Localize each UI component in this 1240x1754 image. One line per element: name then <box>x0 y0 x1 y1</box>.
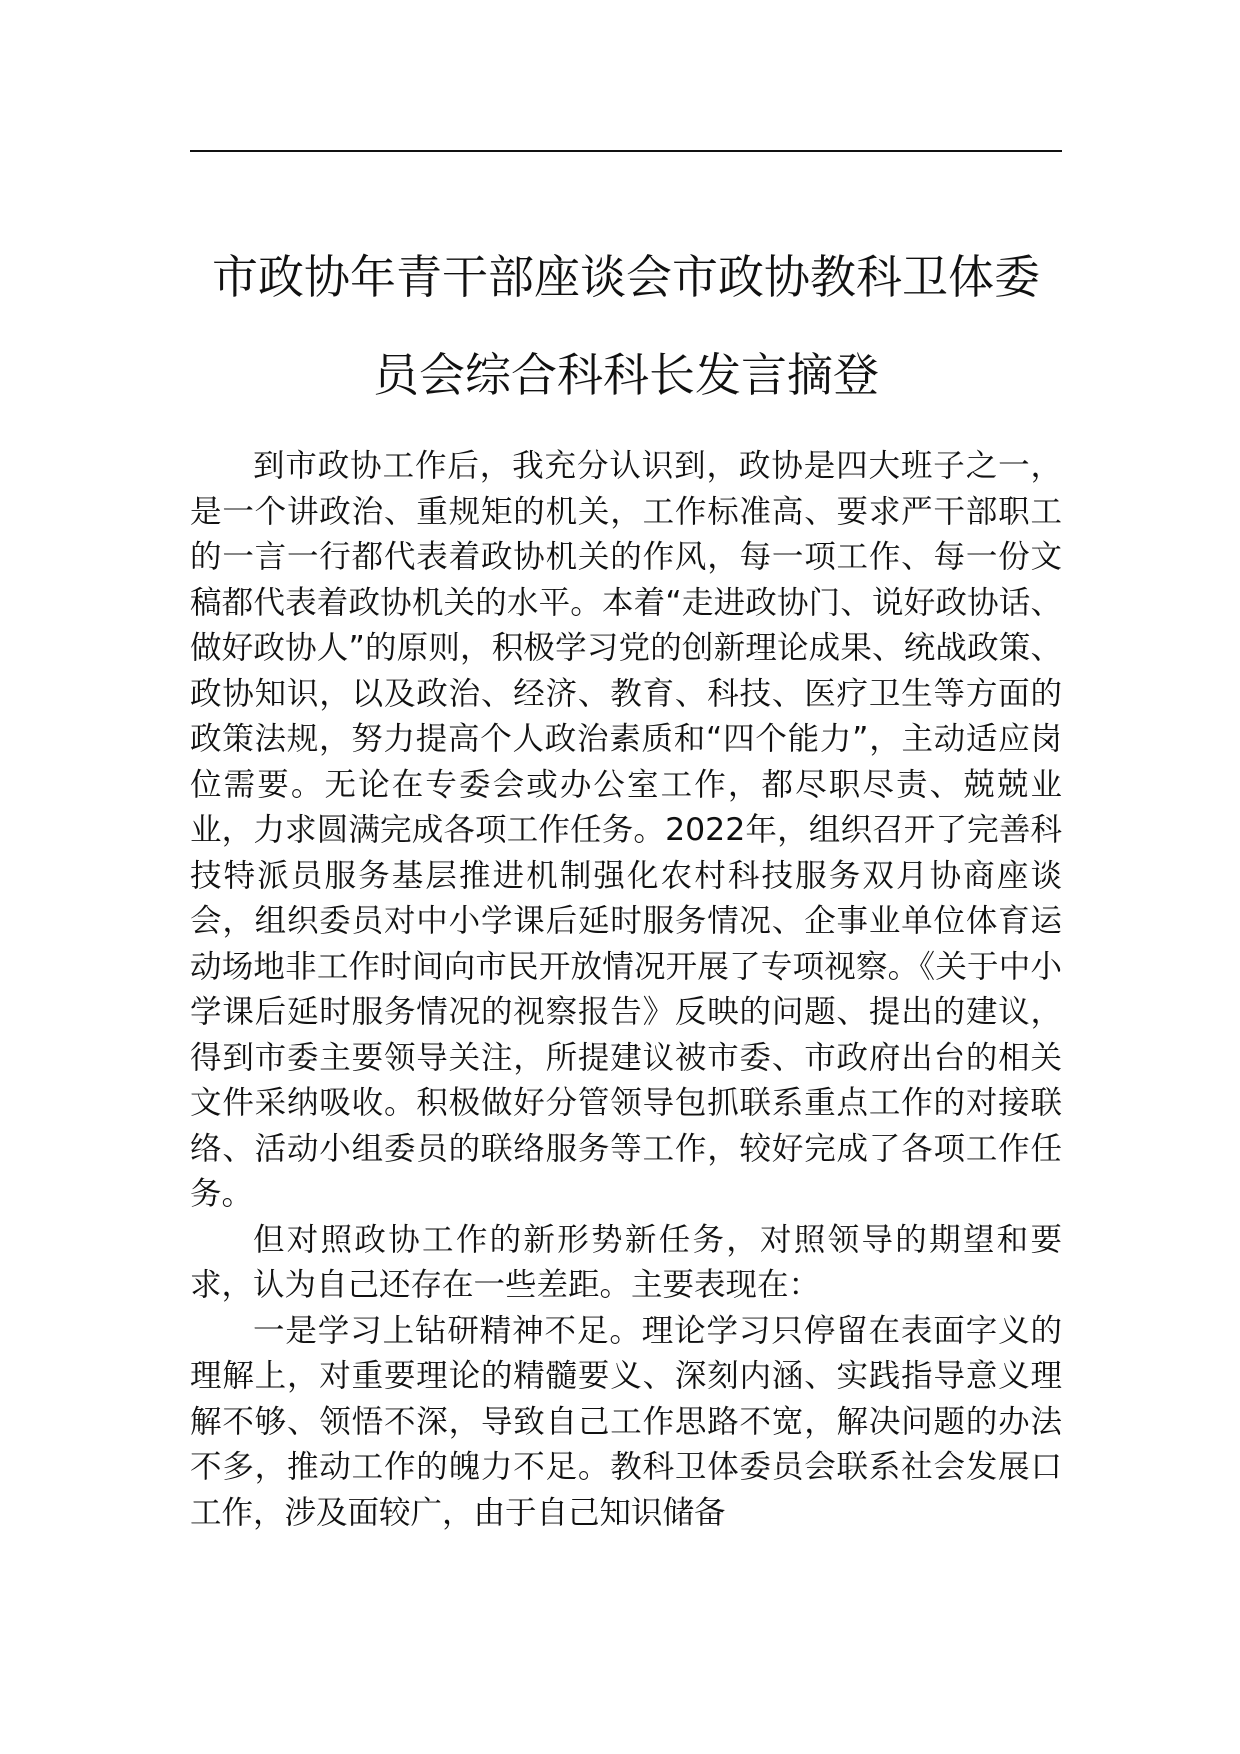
paragraph: 一是学习上钻研精神不足。理论学习只停留在表面字义的理解上，对重要理论的精髓要义、深刻内涵、实践指导意义理解不够、领悟不深，导致自己工作思路不宽，解决问题的办法不多，推动工作的魄力不足。教科卫体委员会联系社会发展口工作，涉及面较广，由于自己知识储备 <box>190 1312 1062 1531</box>
title-line-2: 员会综合科科长发言摘登 <box>373 348 879 402</box>
title-line-1: 市政协年青干部座谈会市政协教科卫体委 <box>212 250 1040 304</box>
paragraph: 到市政协工作后，我充分认识到，政协是四大班子之一，是一个讲政治、重规矩的机关，工作标准高、要求严干部职工的一言一行都代表着政协机关的作风，每一项工作、每一份文稿都代表着政协机关的水平。本着“走进政协门、说好政协话、做好政协人”的原则，积极学习党的创新理论成果、统战政策、政协知识，以及政治、经济、教育、科技、医疗卫生等方面的政策法规，努力提高个人政治素质和“四个能力”，主动适应岗位需要。无论在专委会或办公室工作，都尽职尽责、兢兢业业，力求圆满完成各项工作任务。2022年，组织召开了完善科技特派员服务基层推进机制强化农村科技服务双月协商座谈会，组织委员对中小学课后延时服务情况、企事业单位体育运动场地非工作时间向市民开放情况开展了专项视察。《关于中小学课后延时服务情况的视察报告》反映的问题、提出的建议，得到市委主要领导关注，所提建议被市委、市政府出台的相关文件采纳吸收。积极做好分管领导包抓联系重点工作的对接联络、活动小组委员的联络服务等工作，较好完成了各项工作任务。 <box>190 448 1062 1212</box>
header-rule <box>190 150 1062 152</box>
document-title <box>190 228 1062 424</box>
document-body <box>190 444 1062 1536</box>
paragraph: 但对照政协工作的新形势新任务，对照领导的期望和要求，认为自己还存在一些差距。主要表现在： <box>190 1221 1062 1303</box>
